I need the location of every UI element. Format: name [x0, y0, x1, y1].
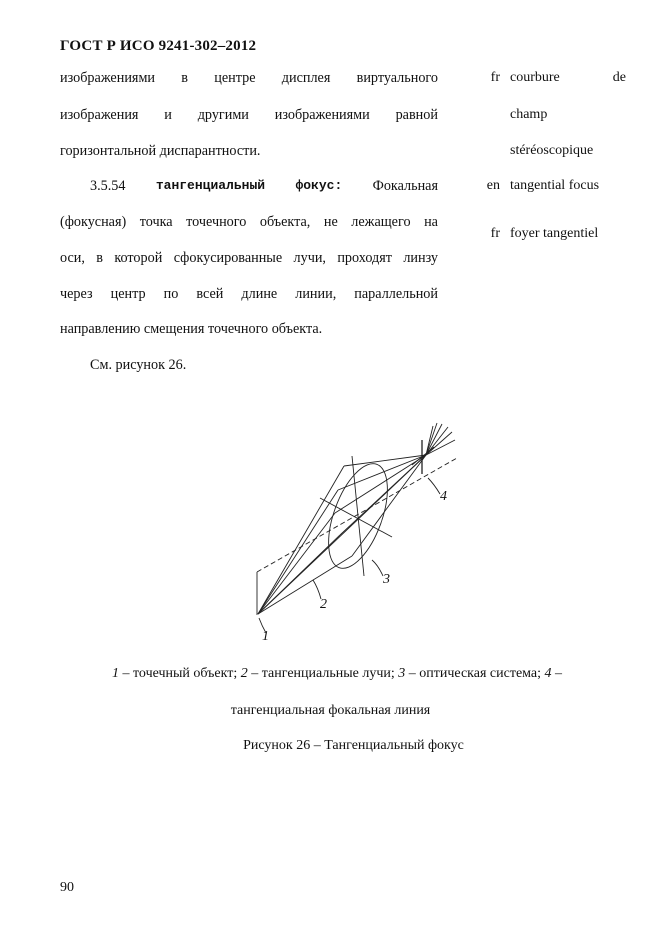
- figure-legend-line-2: тангенциальная фокальная линия: [230, 703, 431, 718]
- word: de: [612, 70, 626, 85]
- dashed-parallel-line: [257, 458, 457, 572]
- word: объекта,: [259, 214, 311, 230]
- word: линии,: [295, 286, 337, 302]
- word: изображениями: [60, 70, 156, 86]
- word: (фокусная): [60, 214, 127, 230]
- tangential-ray: [335, 455, 426, 513]
- page-number: 90: [60, 880, 74, 895]
- word: проходят: [337, 250, 392, 266]
- legend-number: 3: [398, 666, 406, 681]
- word: в: [181, 70, 188, 86]
- figure-label-3: 3: [383, 572, 390, 587]
- word: другими: [197, 107, 249, 123]
- equivalent-fr-2: foyer tangentiel: [510, 226, 599, 241]
- body-line-3: горизонтальной диспарантности.: [60, 143, 261, 159]
- word: лежащего: [351, 214, 411, 230]
- word: точечного: [186, 214, 247, 230]
- figure-label-2: 2: [320, 597, 327, 612]
- word: дисплея: [281, 70, 331, 86]
- legend-number: 2: [240, 666, 248, 681]
- tangential-ray: [258, 466, 344, 614]
- word: через: [60, 286, 93, 302]
- word: по: [163, 286, 179, 302]
- legend-text: – точечный объект;: [119, 666, 241, 681]
- figure-legend-line-1: [112, 666, 562, 682]
- term-number: 3.5.54: [90, 178, 126, 194]
- tangential-ray: [258, 535, 340, 614]
- word: длине: [241, 286, 278, 302]
- leader-line-4: [428, 478, 440, 494]
- word: оси,: [60, 250, 85, 266]
- lang-code-fr: fr: [490, 70, 500, 85]
- leader-line-3: [372, 560, 383, 576]
- figure-label-1: 1: [262, 629, 269, 644]
- word: центре: [214, 70, 256, 86]
- word: сфокусированные: [173, 250, 283, 266]
- document-header: ГОСТ Р ИСО 9241-302–2012: [60, 38, 257, 54]
- word: изображениями: [274, 107, 370, 123]
- lang-code-en: en: [486, 178, 500, 193]
- tangential-ray: [258, 556, 352, 614]
- word: изображения: [60, 107, 139, 123]
- lang-code-fr-2: fr: [490, 226, 500, 241]
- word: в: [96, 250, 103, 266]
- word: параллельной: [354, 286, 438, 302]
- word: равной: [395, 107, 438, 123]
- word: которой: [114, 250, 163, 266]
- term-word-2: фокус:: [295, 178, 343, 193]
- figure-title: Рисунок 26 – Тангенциальный фокус: [243, 738, 464, 753]
- legend-text: – тангенциальные лучи;: [247, 666, 399, 681]
- word: всей: [196, 286, 224, 302]
- tangential-ray: [344, 455, 426, 466]
- body-line-8: направлению смещения точечного объекта.: [60, 321, 323, 337]
- figure-label-4: 4: [440, 489, 447, 504]
- see-figure-reference: См. рисунок 26.: [90, 357, 187, 373]
- lens-axis-horizontal: [320, 498, 392, 537]
- term-word-1: тангенциальный: [155, 178, 266, 193]
- legend-text: – оптическая система;: [405, 666, 545, 681]
- legend-number: 4: [544, 666, 552, 681]
- word: линзу: [403, 250, 438, 266]
- legend-number: 1: [112, 666, 119, 681]
- equivalent-fr-line-2: champ: [510, 107, 548, 122]
- word: не: [323, 214, 338, 230]
- term-definition-start: Фокальная: [372, 178, 438, 194]
- legend-text: –: [551, 666, 563, 681]
- word: и: [164, 107, 172, 123]
- word: на: [424, 214, 438, 230]
- word: лучи,: [293, 250, 326, 266]
- word: точка: [139, 214, 173, 230]
- diverging-ray: [426, 424, 442, 455]
- tangential-ray: [258, 490, 338, 614]
- equivalent-en: tangential focus: [510, 178, 600, 193]
- word: виртуального: [356, 70, 438, 86]
- equivalent-fr-line-3: stéréoscopique: [510, 143, 594, 158]
- word: courbure: [510, 70, 560, 85]
- word: центр: [110, 286, 146, 302]
